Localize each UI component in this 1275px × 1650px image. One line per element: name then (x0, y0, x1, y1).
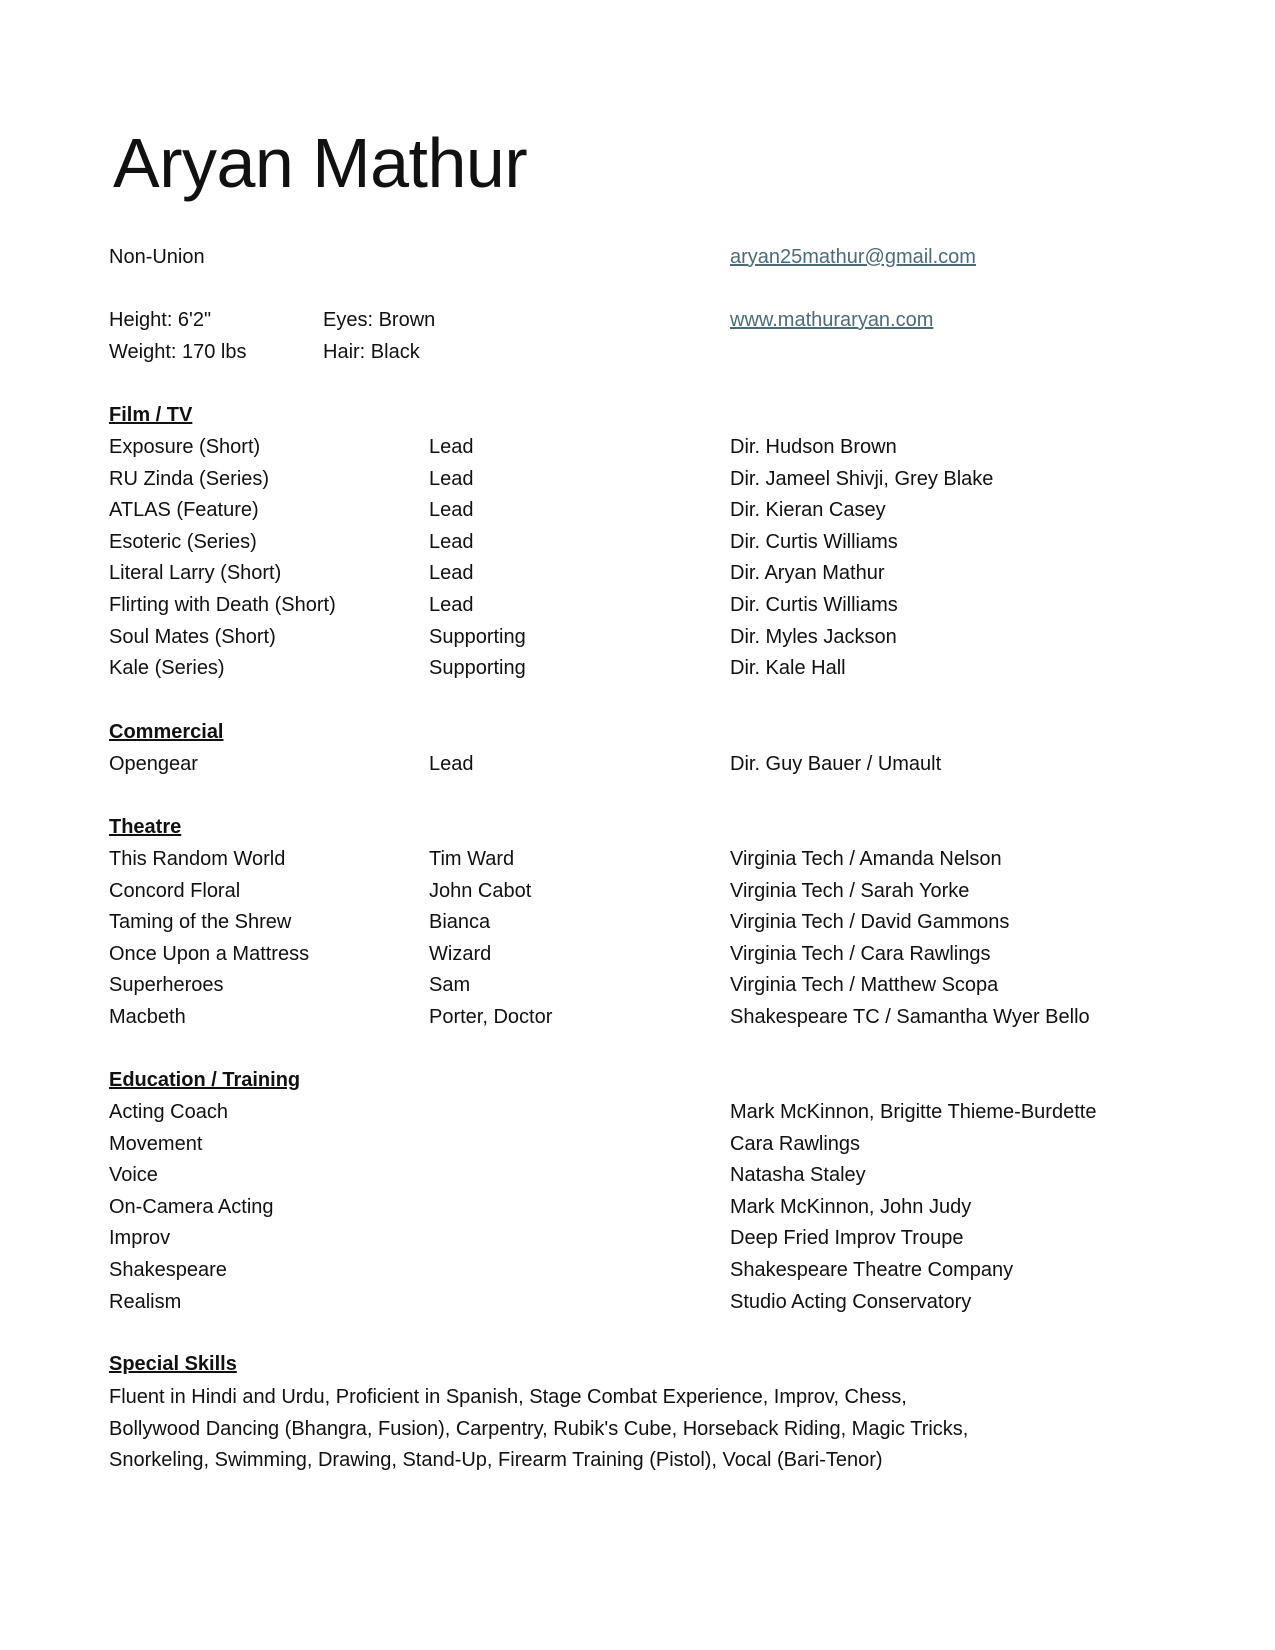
credit-role: Supporting (429, 657, 526, 680)
credit-row (109, 879, 1169, 911)
credit-director: Virginia Tech / Amanda Nelson (730, 848, 1002, 870)
credit-director: Studio Acting Conservatory (730, 1290, 972, 1313)
weight-stat: Weight: 170 lbs (109, 341, 247, 363)
skills-line: Snorkeling, Swimming, Drawing, Stand-Up, Firearm Training (Pistol), Vocal (Bari-Tenor) (109, 1449, 883, 1472)
credit-row (109, 910, 1169, 942)
credit-title: Opengear (109, 753, 198, 775)
credit-director: Shakespeare TC / Samantha Wyer Bello (730, 1005, 1090, 1028)
credit-title: Once Upon a Mattress (109, 942, 310, 965)
credit-title: Flirting with Death (Short) (109, 593, 336, 616)
credit-row (109, 1132, 1169, 1164)
credit-director: Dir. Kale Hall (730, 657, 846, 680)
credit-director: Dir. Curtis Williams (730, 530, 898, 553)
commercial-section (109, 752, 1169, 784)
credit-director: Dir. Curtis Williams (730, 593, 898, 616)
credit-row (109, 625, 1169, 657)
credit-row (109, 467, 1169, 499)
credit-role: Porter, Doctor (429, 1005, 553, 1028)
credit-title: Taming of the Shrew (109, 911, 292, 934)
credit-role: John Cabot (429, 879, 532, 902)
credit-director: Dir. Hudson Brown (730, 436, 897, 458)
skills-line: Fluent in Hindi and Urdu, Proficient in Spanish, Stage Combat Experience, Improv, Chess, (109, 1386, 907, 1408)
hair-stat: Hair: Black (323, 341, 420, 363)
credit-role: Lead (429, 562, 474, 585)
credit-director: Dir. Aryan Mathur (730, 562, 885, 585)
credit-director: Cara Rawlings (730, 1132, 861, 1155)
credit-title: Superheroes (109, 974, 224, 997)
email-link[interactable]: aryan25mathur@gmail.com (730, 246, 976, 268)
credit-role: Lead (429, 467, 474, 490)
credit-row (109, 435, 1169, 467)
credit-director: Dir. Guy Bauer / Umault (730, 753, 942, 775)
credit-title: ATLAS (Feature) (109, 499, 259, 522)
special-skills-heading: Special Skills (109, 1353, 237, 1375)
credit-row (109, 847, 1169, 879)
film-tv-section (109, 435, 1169, 688)
credit-row (109, 752, 1169, 784)
union-status: Non-Union (109, 246, 205, 268)
credit-row (109, 1226, 1169, 1258)
special-skills-text (109, 1382, 1169, 1477)
credit-director: Virginia Tech / Sarah Yorke (730, 879, 970, 902)
credit-row (109, 942, 1169, 974)
credit-role: Tim Ward (429, 848, 515, 870)
credit-director: Virginia Tech / David Gammons (730, 911, 1010, 934)
credit-director: Dir. Jameel Shivji, Grey Blake (730, 467, 994, 490)
eyes-stat: Eyes: Brown (323, 309, 436, 331)
credit-director: Mark McKinnon, Brigitte Thieme-Burdette (730, 1101, 1097, 1123)
credit-row (109, 1290, 1169, 1322)
skills-line: Bollywood Dancing (Bhangra, Fusion), Carpentry, Rubik's Cube, Horseback Riding, Magic Tricks, (109, 1417, 969, 1440)
credit-title: Voice (109, 1164, 158, 1187)
credit-title: Exposure (Short) (109, 436, 261, 458)
credit-role: Wizard (429, 942, 492, 965)
credit-director: Mark McKinnon, John Judy (730, 1195, 972, 1218)
credit-director: Dir. Myles Jackson (730, 625, 897, 648)
credit-title: RU Zinda (Series) (109, 467, 270, 490)
credit-title: On-Camera Acting (109, 1195, 274, 1218)
credit-row (109, 1163, 1169, 1195)
credit-role: Lead (429, 436, 474, 458)
credit-role: Supporting (429, 625, 526, 648)
credit-role: Lead (429, 753, 474, 775)
credit-title: Esoteric (Series) (109, 530, 257, 553)
credit-director: Virginia Tech / Cara Rawlings (730, 942, 991, 965)
credit-director: Virginia Tech / Matthew Scopa (730, 974, 999, 997)
theatre-heading: Theatre (109, 816, 182, 838)
credit-title: This Random World (109, 848, 286, 870)
website-link[interactable]: www.mathuraryan.com (730, 309, 934, 331)
education-section (109, 1100, 1169, 1321)
credit-row (109, 561, 1169, 593)
credit-row (109, 1005, 1169, 1037)
credit-row (109, 1100, 1169, 1132)
credit-role: Sam (429, 974, 471, 997)
credit-role: Bianca (429, 911, 491, 934)
credit-role: Lead (429, 499, 474, 522)
credit-row (109, 1258, 1169, 1290)
credit-role: Lead (429, 530, 474, 553)
commercial-heading: Commercial (109, 721, 224, 743)
credit-row (109, 498, 1169, 530)
credit-title: Kale (Series) (109, 657, 225, 680)
credit-title: Movement (109, 1132, 203, 1155)
credit-title: Macbeth (109, 1005, 186, 1028)
education-heading: Education / Training (109, 1069, 301, 1091)
credit-row (109, 593, 1169, 625)
credit-title: Shakespeare (109, 1258, 227, 1281)
credit-director: Shakespeare Theatre Company (730, 1258, 1014, 1281)
credit-role: Lead (429, 593, 474, 616)
height-stat: Height: 6'2" (109, 309, 212, 331)
credit-title: Acting Coach (109, 1101, 228, 1123)
credit-director: Dir. Kieran Casey (730, 499, 886, 522)
credit-row (109, 973, 1169, 1005)
credit-director: Deep Fried Improv Troupe (730, 1227, 964, 1250)
credit-title: Soul Mates (Short) (109, 625, 276, 648)
credit-row (109, 530, 1169, 562)
credit-row (109, 1195, 1169, 1227)
credit-title: Literal Larry (Short) (109, 562, 282, 585)
credit-title: Concord Floral (109, 879, 241, 902)
credit-title: Improv (109, 1227, 171, 1250)
credit-director: Natasha Staley (730, 1164, 866, 1187)
film-tv-heading: Film / TV (109, 404, 193, 426)
credit-title: Realism (109, 1290, 182, 1313)
page-title: Aryan Mathur (113, 124, 528, 202)
theatre-section (109, 847, 1169, 1037)
credit-row (109, 656, 1169, 688)
